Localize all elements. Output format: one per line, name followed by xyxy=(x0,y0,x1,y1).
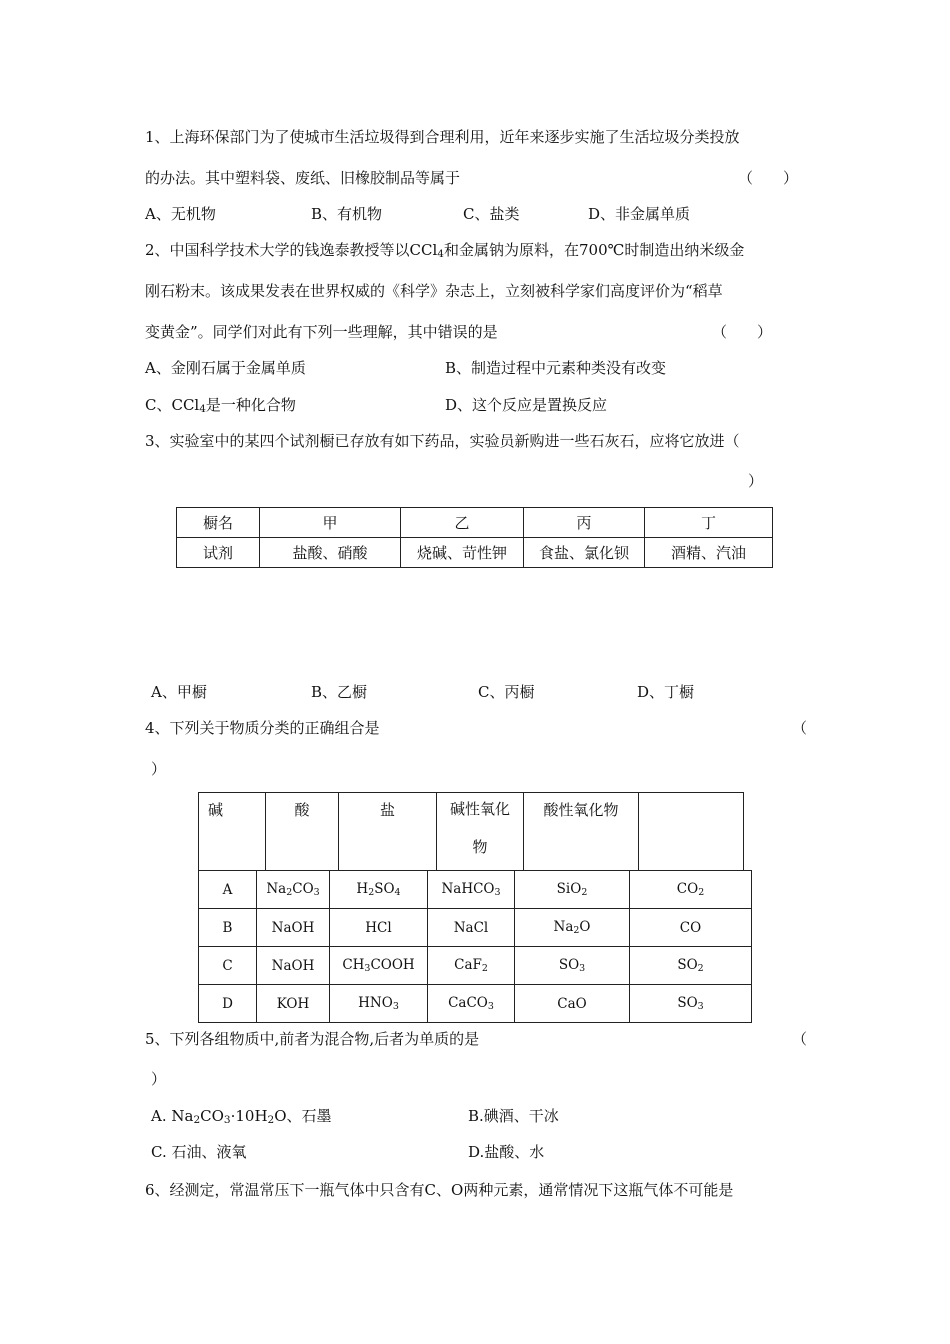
table-row xyxy=(199,985,752,1023)
q3-header-cell: 丁 xyxy=(645,508,773,538)
q4-header-basic-oxide: 碱性氧化 物 xyxy=(437,793,524,871)
q4-header-row xyxy=(199,793,744,871)
q3-table-row xyxy=(177,538,773,568)
q4-header-salt: 盐 xyxy=(339,793,437,871)
q1-option-a: A、无机物 xyxy=(145,205,216,223)
q5-option-d: D.盐酸、水 xyxy=(468,1143,545,1161)
table-row xyxy=(199,947,752,985)
q4-data-table xyxy=(198,870,752,1023)
table-cell: $H_2SO_4$ xyxy=(330,871,428,909)
q2-stem-line2: 刚石粉末。该成果发表在世界权威的《科学》杂志上，立刻被科学家们高度评价为“稻草 xyxy=(145,282,723,300)
table-cell: NaHCO$_3$ xyxy=(428,871,515,909)
q4-header-acidic-oxide: 酸性氧化物 xyxy=(524,793,639,871)
q2-option-a: A、金刚石属于金属单质 xyxy=(145,359,306,377)
table-cell: $SO_3$ xyxy=(630,985,752,1023)
table-cell: KOH xyxy=(257,985,330,1023)
q5-stem: 5、下列各组物质中,前者为混合物,后者为单质的是 xyxy=(145,1030,480,1048)
table-cell: CO xyxy=(630,909,752,947)
table-cell: $HNO_3$ xyxy=(330,985,428,1023)
table-cell: $Na_2CO_3$ xyxy=(257,871,330,909)
q3-option-a: A、甲橱 xyxy=(151,683,207,701)
q5-paren-close: ） xyxy=(151,1070,167,1088)
q3-stem-line2: ） xyxy=(748,472,764,490)
table-row xyxy=(199,909,752,947)
q2-option-b: B、制造过程中元素种类没有改变 xyxy=(445,359,667,377)
q3-table-cell: 酒精、汽油 xyxy=(645,538,773,568)
table-cell: D xyxy=(199,985,257,1023)
table-cell: B xyxy=(199,909,257,947)
q3-cabinet-table xyxy=(176,507,773,568)
q3-header-cell: 甲 xyxy=(260,508,401,538)
q3-table-header-row xyxy=(177,508,773,538)
q5-paren-open: （ xyxy=(792,1030,808,1048)
table-cell: $SO_2$ xyxy=(630,947,752,985)
q3-table-cell: 食盐、氯化钡 xyxy=(524,538,645,568)
q4-header-base: 碱 xyxy=(199,793,266,871)
q4-table-header xyxy=(198,792,744,871)
q2-option-c: C、CCl$_4$是一种化合物 xyxy=(145,396,296,415)
q4-header-empty xyxy=(639,793,744,871)
q1-option-c: C、盐类 xyxy=(463,205,520,223)
q1-option-b: B、有机物 xyxy=(311,205,383,223)
q5-option-b: B.碘酒、干冰 xyxy=(468,1107,559,1125)
q3-header-cell: 乙 xyxy=(401,508,524,538)
table-cell: NaOH xyxy=(257,909,330,947)
q2-stem-line1: 2、中国科学技术大学的钱逸泰教授等以CCl$_4$和金属钠为原料，在700℃时制造出纳米级金 xyxy=(145,241,745,260)
table-cell: NaCl xyxy=(428,909,515,947)
table-cell: $CH_3COOH$ xyxy=(330,947,428,985)
q2-option-d: D、这个反应是置换反应 xyxy=(445,396,608,414)
table-cell: A xyxy=(199,871,257,909)
table-cell: NaOH xyxy=(257,947,330,985)
q1-stem-line1: 1、上海环保部门为了使城市生活垃圾得到合理利用，近年来逐步实施了生活垃圾分类投放 xyxy=(145,128,740,146)
table-cell: CaF$_2$ xyxy=(428,947,515,985)
q3-header-cell: 橱名 xyxy=(177,508,260,538)
q3-table-cell: 盐酸、硝酸 xyxy=(260,538,401,568)
q4-stem: 4、下列关于物质分类的正确组合是 xyxy=(145,719,380,737)
table-cell: $SO_3$ xyxy=(515,947,630,985)
table-cell: HCl xyxy=(330,909,428,947)
table-cell: SiO$_2$ xyxy=(515,871,630,909)
q2-stem-line3: 变黄金”。同学们对此有下列一些理解，其中错误的是 xyxy=(145,323,498,341)
q1-answer-paren: （ ） xyxy=(738,169,799,187)
q1-stem-line2: 的办法。其中塑料袋、废纸、旧橡胶制品等属于 xyxy=(145,169,461,187)
q3-header-cell: 丙 xyxy=(524,508,645,538)
q4-paren-close: ） xyxy=(151,760,167,778)
q3-table-cell: 烧碱、苛性钾 xyxy=(401,538,524,568)
q1-option-d: D、非金属单质 xyxy=(588,205,691,223)
q3-table-cell: 试剂 xyxy=(177,538,260,568)
q4-paren-open: （ xyxy=(792,719,808,737)
table-cell: CaCO$_3$ xyxy=(428,985,515,1023)
table-cell: $CO_2$ xyxy=(630,871,752,909)
table-cell: CaO xyxy=(515,985,630,1023)
q3-stem-line1: 3、实验室中的某四个试剂橱已存放有如下药品，实验员新购进一些石灰石，应将它放进（ xyxy=(145,432,740,450)
q6-stem: 6、经测定，常温常压下一瓶气体中只含有C、O两种元素，通常情况下这瓶气体不可能是 xyxy=(145,1181,734,1199)
q3-option-d: D、丁橱 xyxy=(637,683,695,701)
q5-option-c: C. 石油、液氧 xyxy=(151,1143,247,1161)
table-row xyxy=(199,871,752,909)
q3-option-b: B、乙橱 xyxy=(311,683,368,701)
q3-option-c: C、丙橱 xyxy=(478,683,535,701)
q4-header-acid: 酸 xyxy=(266,793,339,871)
table-cell: $Na_2O$ xyxy=(515,909,630,947)
table-cell: C xyxy=(199,947,257,985)
q5-option-a: A. $Na_2CO_3\cdot 10H_2O$、石墨 xyxy=(151,1107,332,1126)
q2-answer-paren: （ ） xyxy=(712,323,773,341)
